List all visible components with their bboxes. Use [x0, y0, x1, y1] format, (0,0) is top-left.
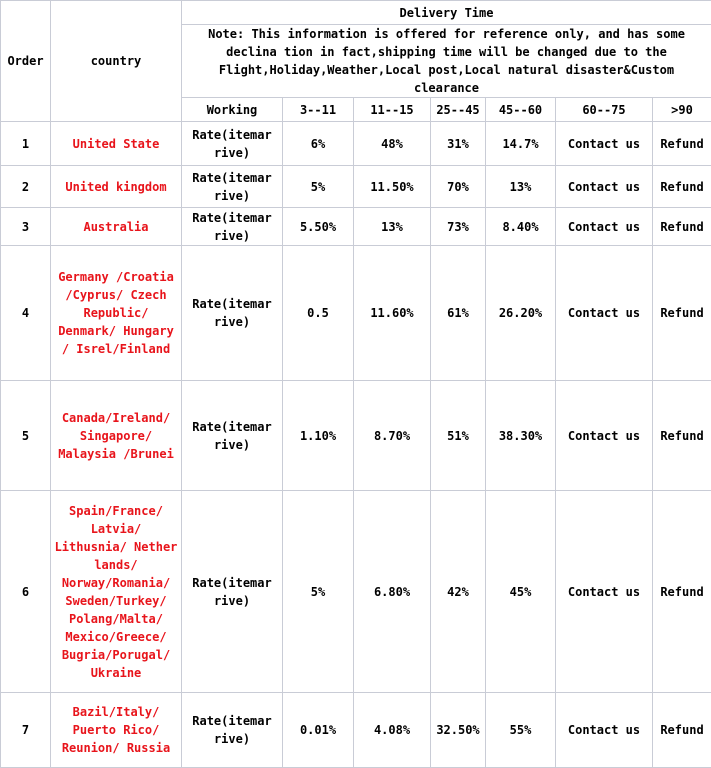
value-cell: 32.50% [431, 693, 486, 768]
value-cell: Refund [653, 693, 711, 768]
value-cell: 48% [354, 122, 431, 166]
value-cell: 38.30% [486, 381, 556, 491]
value-cell: 55% [486, 693, 556, 768]
value-cell: 11.50% [354, 166, 431, 208]
value-cell: Contact us [556, 246, 653, 381]
table-row [1, 166, 711, 208]
range-header: 3--11 [283, 98, 354, 122]
country-cell: Germany /Croatia /Cyprus/ Czech Republic/ Denmark/ Hungary / Isrel/Finland [51, 246, 182, 381]
value-cell: 5.50% [283, 208, 354, 246]
value-cell: 6% [283, 122, 354, 166]
value-cell: 61% [431, 246, 486, 381]
order-cell: 5 [1, 381, 51, 491]
value-cell: 70% [431, 166, 486, 208]
value-cell: 1.10% [283, 381, 354, 491]
value-cell: 13% [486, 166, 556, 208]
order-cell: 7 [1, 693, 51, 768]
value-cell: 8.70% [354, 381, 431, 491]
country-cell: Spain/France/ Latvia/ Lithusnia/ Nether lands/ Norway/Romania/ Sweden/Turkey/ Polang/Malta/ Mexico/Greece/ Bugria/Porugal/ Ukraine [51, 491, 182, 693]
order-header: Order [1, 1, 51, 122]
rate-cell: Rate(itemar rive) [182, 246, 283, 381]
country-cell: Australia [51, 208, 182, 246]
country-cell: Canada/Ireland/ Singapore/ Malaysia /Brunei [51, 381, 182, 491]
value-cell: Refund [653, 381, 711, 491]
value-cell: 4.08% [354, 693, 431, 768]
order-cell: 2 [1, 166, 51, 208]
value-cell: 0.5 [283, 246, 354, 381]
reference-note: Note: This information is offered for reference only, and has some declina tion in fact,shipping time will be changed due to the Flight,Holiday,Weather,Local post,Local natural disaster&Custom clearance [182, 25, 711, 98]
value-cell: Refund [653, 208, 711, 246]
table-row [1, 381, 711, 491]
value-cell: 5% [283, 166, 354, 208]
value-cell: Contact us [556, 693, 653, 768]
value-cell: 26.20% [486, 246, 556, 381]
value-cell: 0.01% [283, 693, 354, 768]
order-cell: 3 [1, 208, 51, 246]
working-header: Working [182, 98, 283, 122]
value-cell: 14.7% [486, 122, 556, 166]
value-cell: 5% [283, 491, 354, 693]
value-cell: Contact us [556, 166, 653, 208]
value-cell: Refund [653, 491, 711, 693]
table-row [1, 122, 711, 166]
rate-cell: Rate(itemar rive) [182, 166, 283, 208]
value-cell: Contact us [556, 208, 653, 246]
range-header: 25--45 [431, 98, 486, 122]
rate-cell: Rate(itemar rive) [182, 491, 283, 693]
range-header: 60--75 [556, 98, 653, 122]
value-cell: Refund [653, 122, 711, 166]
range-header: 11--15 [354, 98, 431, 122]
country-cell: United State [51, 122, 182, 166]
rate-cell: Rate(itemar rive) [182, 381, 283, 491]
range-header: 45--60 [486, 98, 556, 122]
table-row [1, 693, 711, 768]
value-cell: Refund [653, 246, 711, 381]
order-cell: 1 [1, 122, 51, 166]
country-cell: Bazil/Italy/ Puerto Rico/ Reunion/ Russia [51, 693, 182, 768]
rate-cell: Rate(itemar rive) [182, 693, 283, 768]
country-cell: United kingdom [51, 166, 182, 208]
value-cell: Contact us [556, 491, 653, 693]
delivery-time-header: Delivery Time [182, 1, 711, 25]
value-cell: 45% [486, 491, 556, 693]
value-cell: 42% [431, 491, 486, 693]
rate-cell: Rate(itemar rive) [182, 122, 283, 166]
range-header: >90 [653, 98, 711, 122]
value-cell: 31% [431, 122, 486, 166]
value-cell: Contact us [556, 122, 653, 166]
table-row [1, 246, 711, 381]
order-cell: 4 [1, 246, 51, 381]
value-cell: Refund [653, 166, 711, 208]
value-cell: Contact us [556, 381, 653, 491]
header-row-title [1, 1, 711, 25]
value-cell: 8.40% [486, 208, 556, 246]
value-cell: 51% [431, 381, 486, 491]
value-cell: 11.60% [354, 246, 431, 381]
country-header: country [51, 1, 182, 122]
value-cell: 73% [431, 208, 486, 246]
rate-cell: Rate(itemar rive) [182, 208, 283, 246]
value-cell: 13% [354, 208, 431, 246]
table-row [1, 208, 711, 246]
table-row [1, 491, 711, 693]
order-cell: 6 [1, 491, 51, 693]
value-cell: 6.80% [354, 491, 431, 693]
